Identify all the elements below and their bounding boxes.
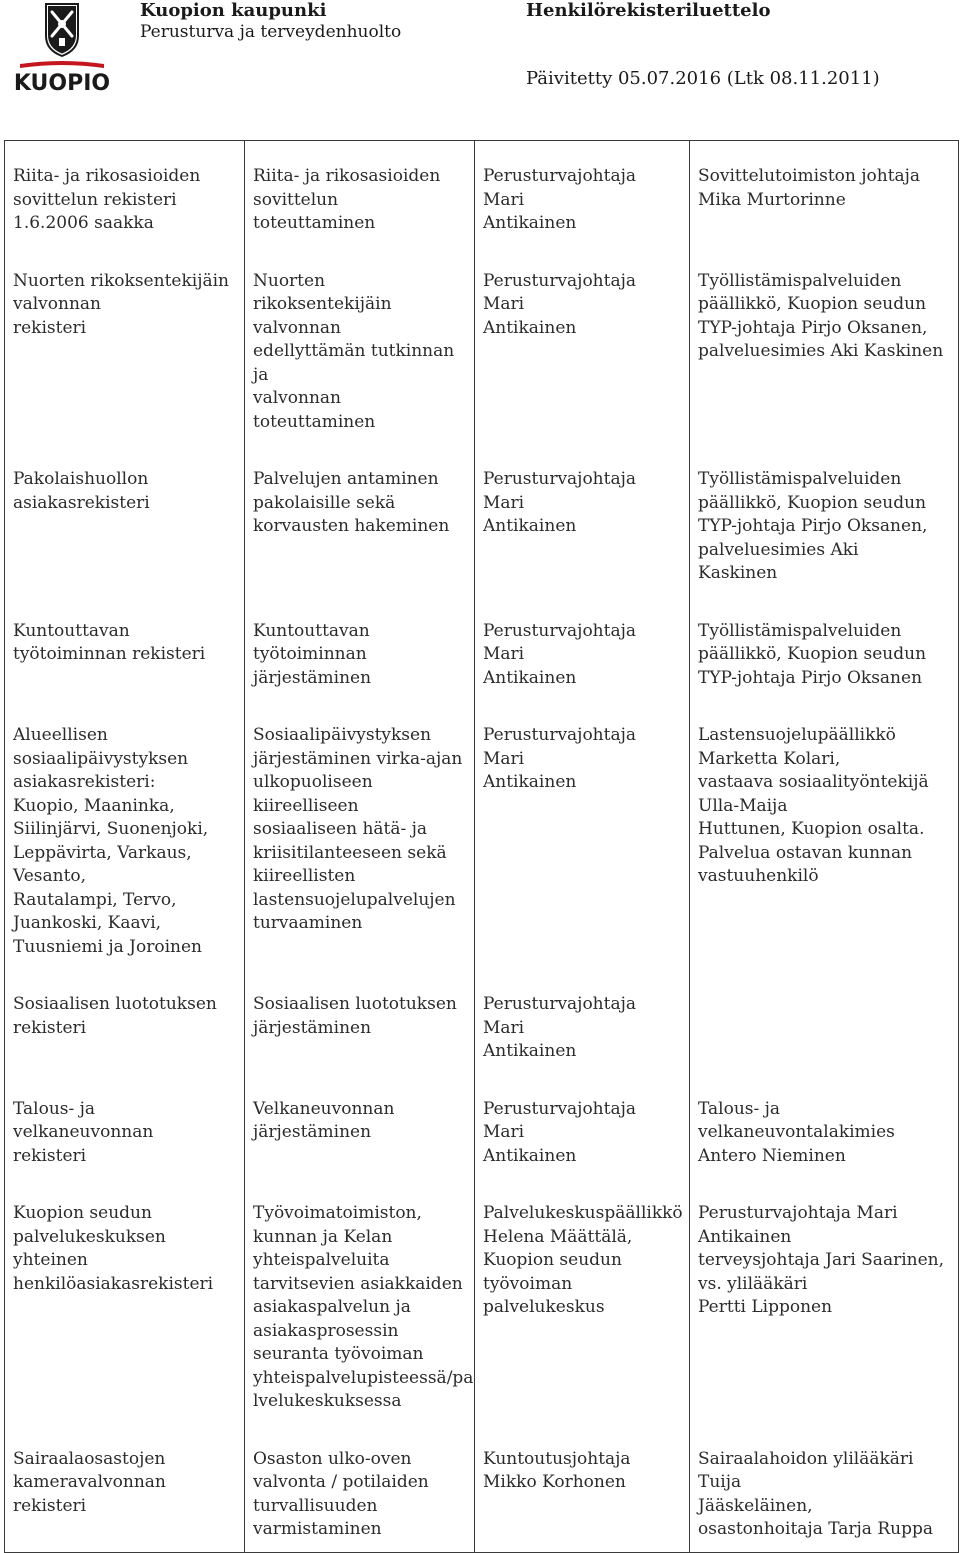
kuopio-logo — [14, 2, 110, 96]
purpose-cell: Riita- ja rikosasioiden sovittelun toteuttaminen — [245, 141, 475, 246]
controller-cell: Perusturvajohtaja Mari Antikainen — [475, 246, 690, 445]
table-row — [5, 1424, 959, 1553]
register-table — [4, 140, 959, 1553]
contact-cell: Työllistämispalveluiden päällikkö, Kuopion seudun TYP-johtaja Pirjo Oksanen, palveluesimies Aki Kaskinen — [690, 444, 959, 596]
register-name-cell: Pakolaishuollon asiakasrekisteri — [5, 444, 245, 596]
contact-cell: Työllistämispalveluiden päällikkö, Kuopion seudun TYP-johtaja Pirjo Oksanen, palveluesimies Aki Kaskinen — [690, 246, 959, 445]
purpose-cell: Sosiaalisen luototuksen järjestäminen — [245, 969, 475, 1074]
table-row — [5, 969, 959, 1074]
svg-text:KUOPIO: KUOPIO — [14, 71, 110, 96]
contact-cell — [690, 969, 959, 1074]
purpose-cell: Velkaneuvonnan järjestäminen — [245, 1074, 475, 1179]
document-title: Henkilörekisteriluettelo — [526, 0, 771, 21]
controller-cell: Perusturvajohtaja Mari Antikainen — [475, 700, 690, 969]
controller-cell: Perusturvajohtaja Mari Antikainen — [475, 141, 690, 246]
register-name-cell: Sosiaalisen luototuksen rekisteri — [5, 969, 245, 1074]
contact-cell: Sairaalahoidon ylilääkäri Tuija Jääskeläinen, osastonhoitaja Tarja Ruppa — [690, 1424, 959, 1553]
controller-cell: Perusturvajohtaja Mari Antikainen — [475, 969, 690, 1074]
contact-cell: Sovittelutoimiston johtaja Mika Murtorinne — [690, 141, 959, 246]
purpose-cell: Palvelujen antaminen pakolaisille sekä korvausten hakeminen — [245, 444, 475, 596]
contact-cell: Työllistämispalveluiden päällikkö, Kuopion seudun TYP-johtaja Pirjo Oksanen — [690, 596, 959, 701]
purpose-cell: Osaston ulko-oven valvonta / potilaiden turvallisuuden varmistaminen — [245, 1424, 475, 1553]
table-row — [5, 444, 959, 596]
register-name-cell: Riita- ja rikosasioiden sovittelun rekisteri 1.6.2006 saakka — [5, 141, 245, 246]
controller-cell: Perusturvajohtaja Mari Antikainen — [475, 444, 690, 596]
register-name-cell: Sairaalaosastojen kameravalvonnan rekisteri — [5, 1424, 245, 1553]
table-row — [5, 141, 959, 246]
purpose-cell: Nuorten rikoksentekijäin valvonnan edellyttämän tutkinnan ja valvonnan toteuttaminen — [245, 246, 475, 445]
table-row — [5, 1074, 959, 1179]
register-name-cell: Kuopion seudun palvelukeskuksen yhteinen henkilöasiakasrekisteri — [5, 1178, 245, 1424]
contact-cell: Talous- ja velkaneuvontalakimies Antero Nieminen — [690, 1074, 959, 1179]
register-name-cell: Talous- ja velkaneuvonnan rekisteri — [5, 1074, 245, 1179]
organization-department: Perusturva ja terveydenhuolto — [140, 22, 402, 42]
table-row — [5, 246, 959, 445]
purpose-cell: Kuntouttavan työtoiminnan järjestäminen — [245, 596, 475, 701]
controller-cell: Perusturvajohtaja Mari Antikainen — [475, 596, 690, 701]
table-row — [5, 1178, 959, 1424]
table-row — [5, 596, 959, 701]
organization-name: Kuopion kaupunki — [140, 0, 327, 21]
updated-date: Päivitetty 05.07.2016 (Ltk 08.11.2011) — [526, 68, 880, 89]
purpose-cell: Sosiaalipäivystyksen järjestäminen virka-ajan ulkopuoliseen kiireelliseen sosiaaliseen hätä- ja kriisitilanteeseen sekä kiireellisten lastensuojelupalvelujen turvaaminen — [245, 700, 475, 969]
purpose-cell: Työvoimatoimiston, kunnan ja Kelan yhteispalveluita tarvitsevien asiakkaiden asiakaspalvelun ja asiakasprosessin seuranta työvoiman yhteispalvelupisteessä/pa lvelukeskuksessa — [245, 1178, 475, 1424]
contact-cell: Perusturvajohtaja Mari Antikainen terveysjohtaja Jari Saarinen, vs. ylilääkäri Pertti Lipponen — [690, 1178, 959, 1424]
controller-cell: Palvelukeskuspäällikkö Helena Määttälä, Kuopion seudun työvoiman palvelukeskus — [475, 1178, 690, 1424]
register-name-cell: Nuorten rikoksentekijäin valvonnan rekisteri — [5, 246, 245, 445]
page-header — [0, 0, 960, 140]
controller-cell: Perusturvajohtaja Mari Antikainen — [475, 1074, 690, 1179]
table-row — [5, 700, 959, 969]
register-name-cell: Kuntouttavan työtoiminnan rekisteri — [5, 596, 245, 701]
register-name-cell: Alueellisen sosiaalipäivystyksen asiakasrekisteri: Kuopio, Maaninka, Siilinjärvi, Suonenjoki, Leppävirta, Varkaus, Vesanto, Rautalampi, Tervo, Juankoski, Kaavi, Tuusniemi ja Joroinen — [5, 700, 245, 969]
controller-cell: Kuntoutusjohtaja Mikko Korhonen — [475, 1424, 690, 1553]
contact-cell: Lastensuojelupäällikkö Marketta Kolari, vastaava sosiaalityöntekijä Ulla-Maija Huttunen, Kuopion osalta. Palvelua ostavan kunnan vastuuhenkilö — [690, 700, 959, 969]
